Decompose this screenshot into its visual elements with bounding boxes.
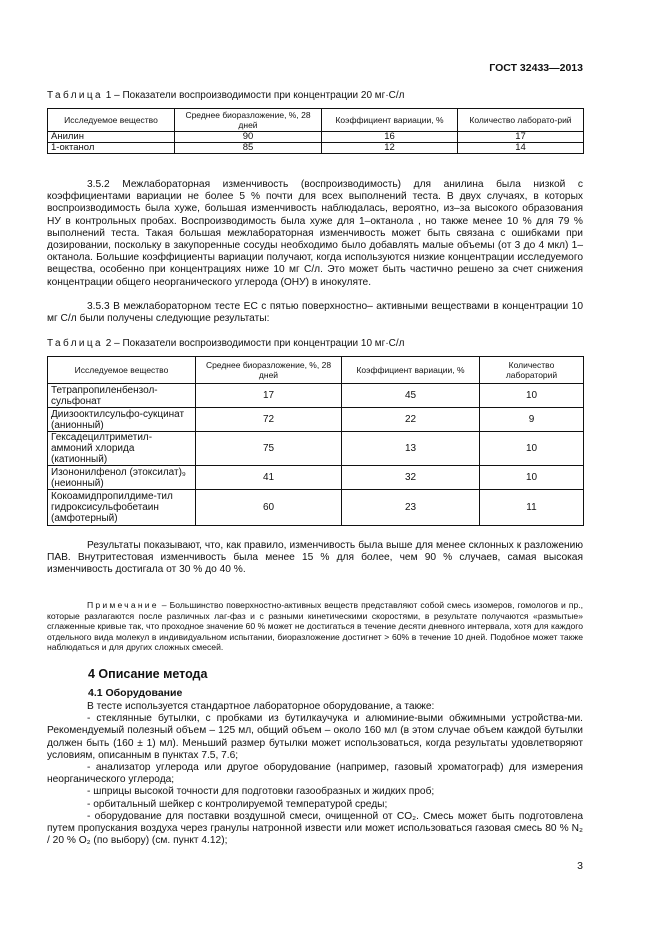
table2-cell: 45 [342, 384, 480, 408]
table2-cell: 75 [196, 432, 342, 466]
table-row [48, 466, 584, 490]
table2-header-cell: Коэффициент вариации, % [342, 357, 480, 384]
paragraph-results [47, 540, 583, 577]
table1-header-cell: Коэффициент вариации, % [322, 109, 458, 132]
section-4-1-intro: В тесте используется стандартное лабораторное оборудование, а также: [87, 701, 435, 712]
paragraph-results-text: Результаты показывают, что, как правило, изменчивость была выше для менее склонных к разложению ПАВ. Внутритестовая изменчивость была менее 15 % для более, чем 90 % случаев, самая высокая изменчивость достигала от 30 % до 40 %. [47, 540, 583, 576]
table-row [48, 408, 584, 432]
table-row [48, 490, 584, 526]
table1-cell: 12 [322, 143, 458, 154]
paragraph-3-5-3 [47, 301, 583, 325]
table1-cell: Анилин [48, 132, 175, 143]
table1-header-cell: Среднее биоразложение, %, 28 дней [175, 109, 322, 132]
table2-cell: 9 [480, 408, 584, 432]
table2-header-row [48, 357, 584, 384]
paragraph-3-5-2-text: 3.5.2 Межлабораторная изменчивость (воспроизводимость) для анилина была низкой с коэффициентами вариации не более 5 % почти для всех выполнений теста. В двух случаях, в которых воспроизводимость была хуже, большая изменчивость наблюдалась, вероятно, из–за высокого образования НУ в контрольных пробах. Воспроизводимость была хуже для 1–октанола , но также менее 10 % для 79 % выполнений теста. Такая большая межлабораторная изменчивость может быть связана с ошибками при дозировании, поскольку в закупоренные сосуды необходимо было добавлять малые объемы (от 3 до 4 мкл) 1–октанола. Большие коэффициенты вариации получают, когда используются низкие концентрации исследуемого вещества, особенно при концентрациях ниже 10 мг С/л. Это может быть частично решено за счет снижения концентрации общего неорганического углерода (ОНУ) в инокуляте. [47, 179, 583, 288]
table2-cell: Гексадецилтриметил-аммоний хлорида (катионный) [48, 432, 196, 466]
table1-caption-word: Таблица [47, 90, 104, 101]
equipment-item: - шприцы высокой точности для подготовки газообразных и жидких проб; [87, 786, 435, 798]
table2-cell: 72 [196, 408, 342, 432]
table2-cell: 10 [480, 384, 584, 408]
table1 [47, 108, 584, 154]
paragraph-3-5-3-text: 3.5.3 В межлабораторном тесте ЕС с пятью поверхностно– активными веществами в концентрации 10 мг С/л были получены следующие результаты: [47, 301, 583, 325]
table1-cell: 90 [175, 132, 322, 143]
table2-caption-num: 2 [103, 338, 112, 349]
equipment-item: - стеклянные бутылки, с пробками из бутилкаучука и алюминие-выми обжимными устройства-ми. Рекомендуемый полезный объем – 125 мл, общий объем – около 160 мл (в этом случае объем каждой бутылки должен быть (160 ± 1) мл). Меньший размер бутылки может использоваться, когда результаты удовлетворяют условиям, описанным в пунктах 7.5, 7.6; [47, 713, 583, 761]
note-label: Примечание [87, 600, 159, 610]
table2-caption-text: – Показатели воспроизводимости при концентрации 10 мг·С/л [111, 338, 405, 349]
table1-cell: 16 [322, 132, 458, 143]
paragraph-3-5-2 [47, 179, 583, 289]
table1-header-cell: Исследуемое вещество [48, 109, 175, 132]
table2-cell: Изононилфенол (этоксилат)₉ (неионный) [48, 466, 196, 490]
table1-header-row [48, 109, 584, 132]
table2-cell: 41 [196, 466, 342, 490]
table2-cell: Диизооктилсульфо-сукцинат (анионный) [48, 408, 196, 432]
note-block [47, 600, 583, 653]
note-text: – Большинство поверхностно-активных веществ представляют собой смесь изомеров, гомологов и пр., которые разлагаются после различных лаг-фаз и с разными кинетическими скоростями, в результате получаются «размытые» сглаженные кривые так, что проходное значение 60 % может не достигаться в течение десяти дневного интервала, хотя для каждого отдельного вида молекул в индивидуальном испытании, биоразложение достигнет > 60% в течение 10 дней. Подобное может также наблюдаться и для других сложных смесей. [47, 600, 583, 653]
table-row [48, 132, 584, 143]
table2-cell: 22 [342, 408, 480, 432]
table2-cell: 23 [342, 490, 480, 526]
table2-caption [47, 338, 405, 349]
table2-header-cell: Количество лабораторий [480, 357, 584, 384]
table2-header-cell: Исследуемое вещество [48, 357, 196, 384]
page-number: 3 [577, 860, 583, 872]
table1-cell: 85 [175, 143, 322, 154]
table1-header-cell: Количество лаборато-рий [458, 109, 584, 132]
table2-cell: 60 [196, 490, 342, 526]
table1-caption-text: – Показатели воспроизводимости при концентрации 20 мг·С/л [111, 90, 405, 101]
equipment-item: - орбитальный шейкер с контролируемой температурой среды; [87, 798, 388, 810]
table1-caption-num: 1 [103, 90, 112, 101]
table2-cell: 10 [480, 432, 584, 466]
table2-cell: 10 [480, 466, 584, 490]
section-4-title: 4 Описание метода [88, 667, 208, 681]
table2-cell: 17 [196, 384, 342, 408]
equipment-item: - анализатор углерода или другое оборудование (например, газовый хроматограф) для измерения неорганического углерода; [47, 762, 583, 786]
table1-cell: 17 [458, 132, 584, 143]
table2-cell: 11 [480, 490, 584, 526]
document-code: ГОСТ 32433—2013 [489, 62, 583, 74]
table2-cell: Кокоамидпропилдиме-тил гидроксисульфобетаин (амфотерный) [48, 490, 196, 526]
table2-cell: 32 [342, 466, 480, 490]
table2-header-cell: Среднее биоразложение, %, 28 дней [196, 357, 342, 384]
section-4-1-body [47, 701, 583, 847]
table2 [47, 356, 584, 526]
table-row [48, 384, 584, 408]
table1-cell: 14 [458, 143, 584, 154]
table2-caption-word: Таблица [47, 338, 104, 349]
table2-cell: 13 [342, 432, 480, 466]
table2-cell: Тетрапропиленбензол-сульфонат [48, 384, 196, 408]
equipment-item: - оборудование для поставки воздушной смеси, очищенной от CO₂. Смесь может быть подготовлена путем пропускания воздуха через гранулы натронной извести или может использоваться газовая смесь 80 % N₂ / 20 % O₂ (по выбору) (см. пункт 4.12); [47, 810, 583, 847]
table-row [48, 432, 584, 466]
section-4-1-title: 4.1 Оборудование [88, 687, 183, 699]
table1-cell: 1-октанол [48, 143, 175, 154]
table1-caption [47, 90, 405, 101]
table-row [48, 143, 584, 154]
